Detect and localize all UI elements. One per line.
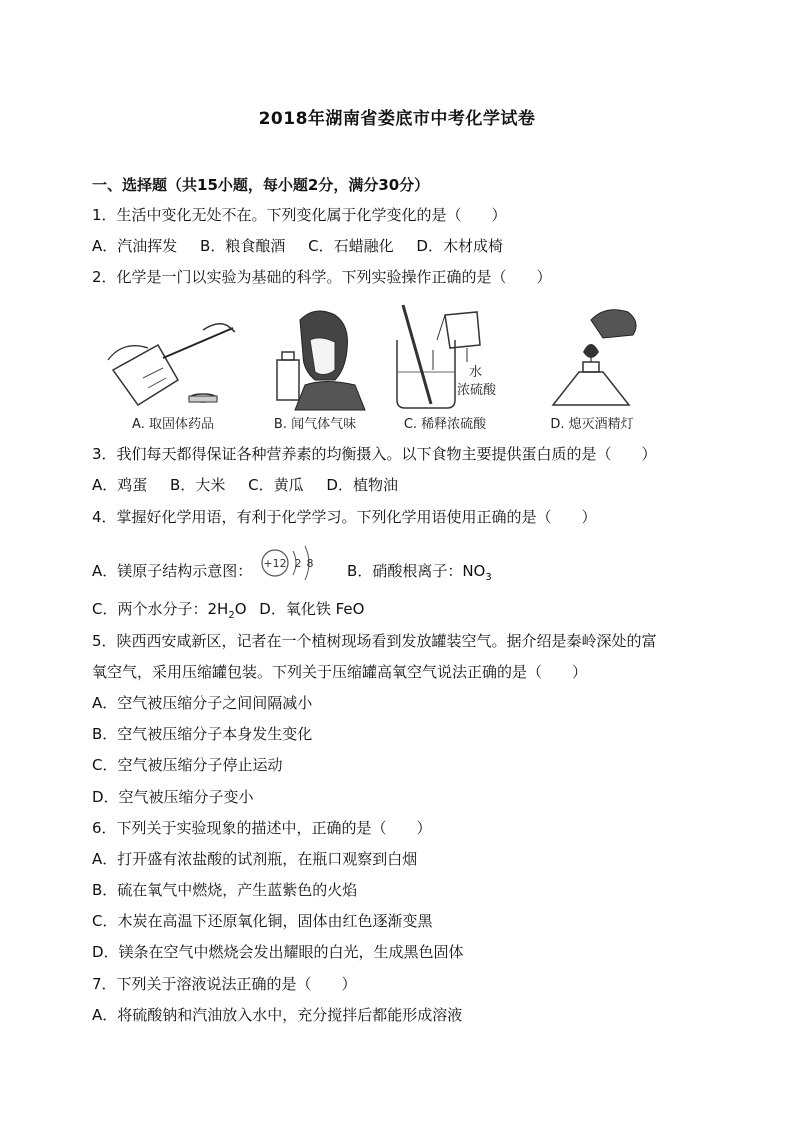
q5-option-b: B．空气被压缩分子本身发生变化 bbox=[92, 725, 313, 743]
q6-option-d: D．镁条在空气中燃烧会发出耀眼的白光，生成黑色固体 bbox=[92, 943, 464, 961]
q5-option-d: D．空气被压缩分子变小 bbox=[92, 788, 254, 806]
question-6-stem: 6．下列关于实验现象的描述中，正确的是（ ） bbox=[92, 819, 432, 837]
q6-option-a: A．打开盛有浓盐酸的试剂瓶，在瓶口观察到白烟 bbox=[92, 850, 418, 868]
figure-c-label-water: 水 bbox=[469, 365, 483, 380]
question-5-stem-line1: 5．陕西西安咸新区，记者在一个植树现场看到发放罐装空气。据介绍是秦岭深处的富 bbox=[92, 632, 657, 650]
figure-c-label-acid: 浓硫酸 bbox=[457, 383, 497, 398]
q3-option-b: B．大米 bbox=[170, 476, 226, 494]
q1-option-c: C．石蜡融化 bbox=[308, 237, 394, 255]
q1-option-a: A．汽油挥发 bbox=[92, 237, 178, 255]
q3-option-c: C．黄瓜 bbox=[248, 476, 304, 494]
question-2-stem: 2．化学是一门以实验为基础的科学。下列实验操作正确的是（ ） bbox=[92, 268, 552, 286]
q1-option-b: B．粮食酿酒 bbox=[200, 237, 286, 255]
q4-option-d: D．氧化铁 FeO bbox=[259, 600, 365, 618]
q6-option-c: C．木炭在高温下还原氧化铜，固体由红色逐渐变黑 bbox=[92, 912, 433, 930]
question-4-stem: 4．掌握好化学用语，有利于化学学习。下列化学用语使用正确的是（ ） bbox=[92, 508, 597, 526]
page-title: 2018年湖南省娄底市中考化学试卷 bbox=[258, 109, 536, 129]
q4-option-c: C．两个水分子：$2H_2O$ bbox=[92, 600, 247, 621]
magnesium-atom-diagram bbox=[258, 541, 322, 602]
question-1-stem: 1．生活中变化无处不在。下列变化属于化学变化的是（ ） bbox=[92, 206, 507, 224]
figure-c-caption: C. 稀释浓硫酸 bbox=[403, 417, 487, 432]
figure-a bbox=[103, 300, 243, 436]
question-4-options-ab bbox=[92, 541, 492, 585]
figure-c bbox=[385, 300, 505, 436]
q3-option-a: A．鸡蛋 bbox=[92, 476, 148, 494]
question-3-options bbox=[92, 474, 398, 496]
q5-option-c: C．空气被压缩分子停止运动 bbox=[92, 756, 283, 774]
q6-option-b: B．硫在氧气中燃烧，产生蓝紫色的火焰 bbox=[92, 881, 358, 899]
figure-b-caption: B. 闻气体气味 bbox=[273, 417, 357, 432]
section-heading: 一、选择题（共15小题，每小题2分，满分30分） bbox=[92, 176, 430, 194]
atom-shell-2: 8 bbox=[306, 557, 314, 570]
question-4-options-cd bbox=[92, 598, 364, 627]
atom-shell-1: 2 bbox=[294, 557, 302, 570]
atom-nucleus-label: +12 bbox=[263, 557, 287, 570]
q7-option-a: A．将硫酸钠和汽油放入水中，充分搅拌后都能形成溶液 bbox=[92, 1006, 463, 1024]
experiment-figures bbox=[103, 300, 651, 436]
figure-b bbox=[255, 300, 375, 436]
figure-a-caption: A. 取固体药品 bbox=[132, 417, 214, 432]
figure-d bbox=[533, 300, 651, 436]
figure-d-caption: D. 熄灭酒精灯 bbox=[550, 417, 634, 432]
q5-option-a: A．空气被压缩分子之间间隔减小 bbox=[92, 694, 313, 712]
q4-option-a: A．镁原子结构示意图： bbox=[92, 562, 253, 580]
q3-option-d: D．植物油 bbox=[326, 476, 398, 494]
question-1-options bbox=[92, 235, 503, 257]
question-3-stem: 3．我们每天都得保证各种营养素的均衡摄入。以下食物主要提供蛋白质的是（ ） bbox=[92, 445, 657, 463]
q4-option-b: B．硝酸根离子：$NO_3$ bbox=[347, 562, 492, 583]
question-7-stem: 7．下列关于溶液说法正确的是（ ） bbox=[92, 975, 357, 993]
q1-option-d: D．木材成椅 bbox=[416, 237, 503, 255]
question-5-stem-line2: 氧空气，采用压缩罐包装。下列关于压缩罐高氧空气说法正确的是（ ） bbox=[92, 663, 588, 681]
